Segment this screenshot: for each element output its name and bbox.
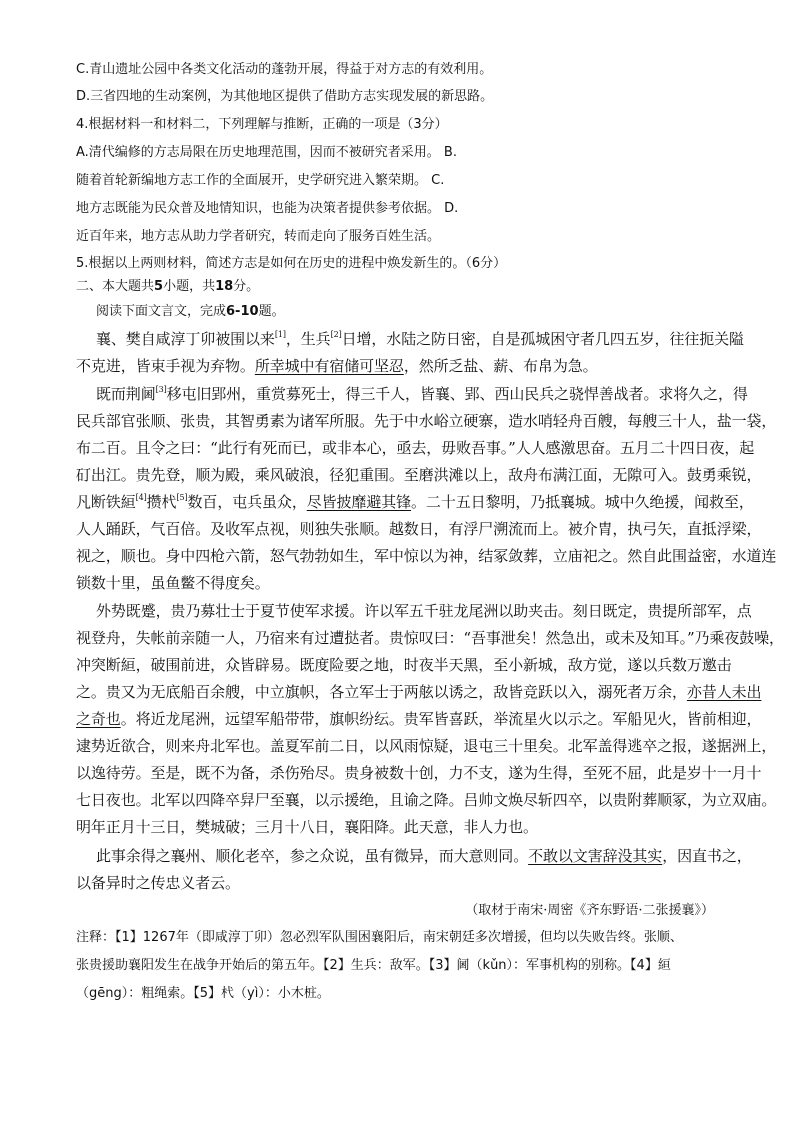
passage-line: 冲突断絙，破围前进，众皆辟易。既度险要之地，时夜半天黑，至小新城，敌方觉，遂以兵数万邀击 [76, 656, 732, 674]
passage-line: 此事余得之襄州、顺化老卒，参之众说，虽有微异，而大意则同。不敢以文害辞没其实，因直书之， [96, 847, 752, 865]
passage-instruction: 阅读下面文言文，完成6-10题。 [96, 304, 285, 319]
passage-line: 视登舟，失帐前亲随一人，乃宿来有过遭挞者。贵惊叹曰：“吾事泄矣！然急出，或未及知耳。”乃乘夜鼓噪， [76, 629, 784, 647]
passage-line: 人人踊跃，气百倍。及收军点视，则独失张顺。越数日，有浮尸溯流而上。被介胄，执弓矢，直抵浮梁， [76, 520, 762, 538]
footnote-ref: [1] [274, 330, 286, 339]
option-4a: A.清代编修的方志局限在历史地理范围，因而不被研究者采用。 B. [76, 145, 457, 160]
passage-line: 视之，顺也。身中四枪六箭，怒气勃勃如生，军中惊以为神，结冢敛葬，立庙祀之。然自此围益密，水道连 [76, 547, 777, 565]
passage-line: 之。贵又为无底船百余艘，中立旗帜，各立军士于两舷以诱之，敌皆竞跃以入，溺死者万余，亦昔人未出 [76, 683, 762, 701]
underlined-sentence: 尽皆披靡避其锋 [306, 493, 412, 511]
passage-line: 凡断铁絙[4]攒杙[5]数百，屯兵虽众，尽皆披靡避其锋。二十五日黎明，乃抵襄城。城中久绝援，闻救至， [76, 493, 754, 511]
question-5-stem: 5.根据以上两则材料，简述方志是如何在历史的进程中焕发新生的。（6分） [76, 256, 507, 271]
passage-line: 民兵部官张顺、张贵，其智勇素为诸军所服。先于中水峪立硬寨，造水哨轻舟百艘，每艘三十人，盐一袋， [76, 412, 777, 430]
passage-source: （取材于南宋·周密《齐东野语·二张援襄》） [465, 903, 714, 918]
option-3c: C.青山遗址公园中各类文化活动的蓬勃开展，得益于对方志的有效利用。 [76, 62, 493, 77]
passage-line: 矴出江。贵先登，顺为殿，乘风破浪，径犯重围。至磨洪滩以上，敌舟布满江面，无隙可入。鼓勇乘锐， [76, 466, 762, 484]
passage-line: 锁数十里，虽鱼鳖不得度矣。 [76, 574, 270, 592]
footnote-ref: [5] [176, 493, 188, 502]
underlined-sentence: 之奇也 [76, 710, 121, 728]
passage-line: 以备异时之传忠义者云。 [76, 874, 240, 892]
passage-line: 七日夜也。北军以四降卒舁尸至襄，以示援绝，且谕之降。吕帅文焕尽斩四卒，以贵附葬顺冢，为立双庙。 [76, 791, 777, 809]
footnote-ref: [2] [330, 330, 342, 339]
option-4c: 地方志既能为民众普及地情知识，也能为决策者提供参考依据。 D. [76, 201, 459, 216]
passage-line: 不克进，皆束手视为弃物。所幸城中有宿储可坚忍，然所乏盐、薪、布帛为急。 [76, 357, 598, 375]
option-4b: 随着首轮新编地方志工作的全面展开，史学研究进入繁荣期。 C. [76, 173, 445, 188]
passage-line: 外势既蹙，贵乃募壮士于夏节使军求援。许以军五千驻龙尾洲以助夹击。刻日既定，贵提所部军，点 [96, 602, 752, 620]
underlined-sentence: 不敢以文害辞没其实 [528, 847, 663, 865]
passage-line: 襄、樊自咸淳丁卯被围以来[1]，生兵[2]日增，水陆之防日密，自是孤城困守者几四五岁，往往扼关隘 [96, 330, 744, 348]
passage-line: 逮势近欲合，则来舟北军也。盖夏军前二日，以风雨惊疑，退屯三十里矣。北军盖得逃卒之报，遂据洲上， [76, 737, 777, 755]
footnote-line: （gēng）：粗绳索。【5】杙（yì）：小木桩。 [76, 986, 330, 1001]
footnote-line: 张贵援助襄阳发生在战争开始后的第五年。【2】生兵：敌军。【3】阃（kǔn）：军事机构的别称。【4】絙 [76, 958, 671, 973]
passage-line: 之奇也。将近龙尾洲，远望军船带带，旗帜纷纭。贵军皆喜跃，举流星火以示之。军船见火，皆前相迎， [76, 710, 762, 728]
option-4d: 近百年来，地方志从助力学者研究，转而走向了服务百姓生活。 [76, 229, 441, 244]
section-2-heading: 二、本大题共5小题，共18分。 [76, 279, 260, 294]
option-3d: D.三省四地的生动案例，为其他地区提供了借助方志实现发展的新思路。 [76, 89, 494, 104]
passage-line: 既而荆阃[3]移屯旧郢州，重赏募死士，得三千人，皆襄、郢、西山民兵之骁悍善战者。求将久之，得 [96, 385, 748, 403]
passage-line: 明年正月十三日，樊城破；三月十八日，襄阳降。此天意，非人力也。 [76, 818, 538, 836]
footnote-ref: [4] [135, 493, 147, 502]
underlined-sentence: 所幸城中有宿储可坚忍 [254, 357, 404, 375]
question-4-stem: 4.根据材料一和材料二，下列理解与推断，正确的一项是（3分） [76, 117, 448, 132]
passage-line: 以逸待劳。至是，既不为备，杀伤殆尽。贵身被数十创，力不支，遂为生得，至死不屈，此是岁十一月十 [76, 764, 762, 782]
passage-line: 布二百。且令之曰：“此行有死而已，或非本心，亟去，毋败吾事。”人人感激思奋。五月二十四日夜，起 [76, 439, 755, 457]
footnote-ref: [3] [155, 385, 167, 394]
underlined-sentence: 亦昔人未出 [686, 683, 762, 701]
footnote-line: 注释：【1】1267年（即咸淳丁卯）忽必烈军队围困襄阳后，南宋朝廷多次增援，但均以失败告终。张顺、 [76, 930, 683, 945]
